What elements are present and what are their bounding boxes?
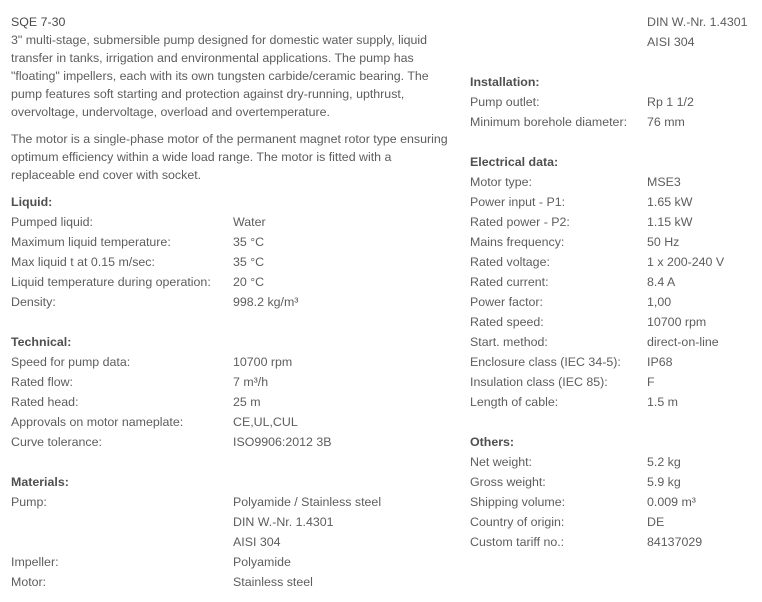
row-value: 25 m [233,395,261,409]
row-label: Rated flow: [11,375,73,389]
row-value: 5.9 kg [647,475,681,489]
row-value: 10700 rpm [233,355,293,369]
row-value: 7 m³/h [233,375,269,389]
row-label: Approvals on motor nameplate: [11,415,184,429]
materials-heading: Materials: [11,475,69,489]
row-label: Mains frequency: [470,235,565,249]
row-label: Curve tolerance: [11,435,102,449]
row-value: IP68 [647,355,673,369]
row-value: Water [233,215,266,229]
row-value: Polyamide [233,555,291,569]
row-label: Minimum borehole diameter: [470,115,628,129]
row-value: 998.2 kg/m³ [233,295,299,309]
row-value: 1.65 kW [647,195,693,209]
row-label: Motor type: [470,175,532,189]
others-heading: Others: [470,435,515,449]
motor-description: The motor is a single-phase motor of the permanent magnet rotor type ensuring optimum efficiency within a wide load range. The motor is fitted with a replaceable end cover with socket. [11,132,448,182]
row-value: F [647,375,655,389]
row-label: Pumped liquid: [11,215,93,229]
row-value: Polyamide / Stainless steel [233,495,382,509]
row-value: 84137029 [647,535,703,549]
row-value: 0.009 m³ [647,495,696,509]
row-value: CE,UL,CUL [233,415,298,429]
product-description: 3" multi-stage, submersible pump designed for domestic water supply, liquid transfer in tanks, irrigation and environmental applications. The pump has "floating" impellers, each with its own tungsten carbide/ceramic bearing. The pump features soft starting and protection against dry-running, upthrust, overvoltage, undervoltage, overload and overtemperature. [11,33,429,119]
row-label: Impeller: [11,555,59,569]
row-value: MSE3 [647,175,681,189]
row-label: Pump: [11,495,47,509]
product-title: SQE 7-30 [11,15,66,29]
row-label: Rated voltage: [470,255,550,269]
row-label: Max liquid t at 0.15 m/sec: [11,255,155,269]
row-label: Custom tariff no.: [470,535,565,549]
electrical-heading: Electrical data: [470,155,559,169]
row-value: 35 °C [233,235,265,249]
row-value: 10700 rpm [647,315,707,329]
row-label: Rated head: [11,395,79,409]
row-value: 35 °C [233,255,265,269]
row-label: Shipping volume: [470,495,566,509]
row-value: 8.4 A [647,275,676,289]
row-label: Net weight: [470,455,532,469]
row-label: Density: [11,295,56,309]
row-value: AISI 304 [233,535,281,549]
technical-heading: Technical: [11,335,72,349]
row-value: DE [647,515,665,529]
row-value: 1.5 m [647,395,678,409]
row-label: Rated speed: [470,315,544,329]
row-label: Power factor: [470,295,543,309]
row-label: Pump outlet: [470,95,540,109]
row-label: Gross weight: [470,475,546,489]
row-value: DIN W.-Nr. 1.4301 [233,515,334,529]
row-label: Speed for pump data: [11,355,131,369]
row-label: Rated power - P2: [470,215,570,229]
row-label: Power input - P1: [470,195,566,209]
row-label: Motor: [11,575,47,589]
row-value: direct-on-line [647,335,719,349]
row-value: 50 Hz [647,235,680,249]
row-label: Start. method: [470,335,548,349]
row-label: Length of cable: [470,395,559,409]
row-label: Maximum liquid temperature: [11,235,171,249]
row-value: 20 °C [233,275,265,289]
row-value: Stainless steel [233,575,313,589]
row-value: 1,00 [647,295,672,309]
row-value: DIN W.-Nr. 1.4301 [647,15,748,29]
liquid-heading: Liquid: [11,195,53,209]
row-label: Country of origin: [470,515,565,529]
row-label: Enclosure class (IEC 34-5): [470,355,621,369]
row-value: 1.15 kW [647,215,693,229]
installation-heading: Installation: [470,75,540,89]
row-value: 1 x 200-240 V [647,255,725,269]
row-value: 76 mm [647,115,685,129]
row-label: Rated current: [470,275,549,289]
row-value: ISO9906:2012 3B [233,435,332,449]
row-label: Liquid temperature during operation: [11,275,211,289]
row-value: Rp 1 1/2 [647,95,694,109]
row-value: AISI 304 [647,35,695,49]
row-label: Insulation class (IEC 85): [470,375,608,389]
row-value: 5.2 kg [647,455,681,469]
